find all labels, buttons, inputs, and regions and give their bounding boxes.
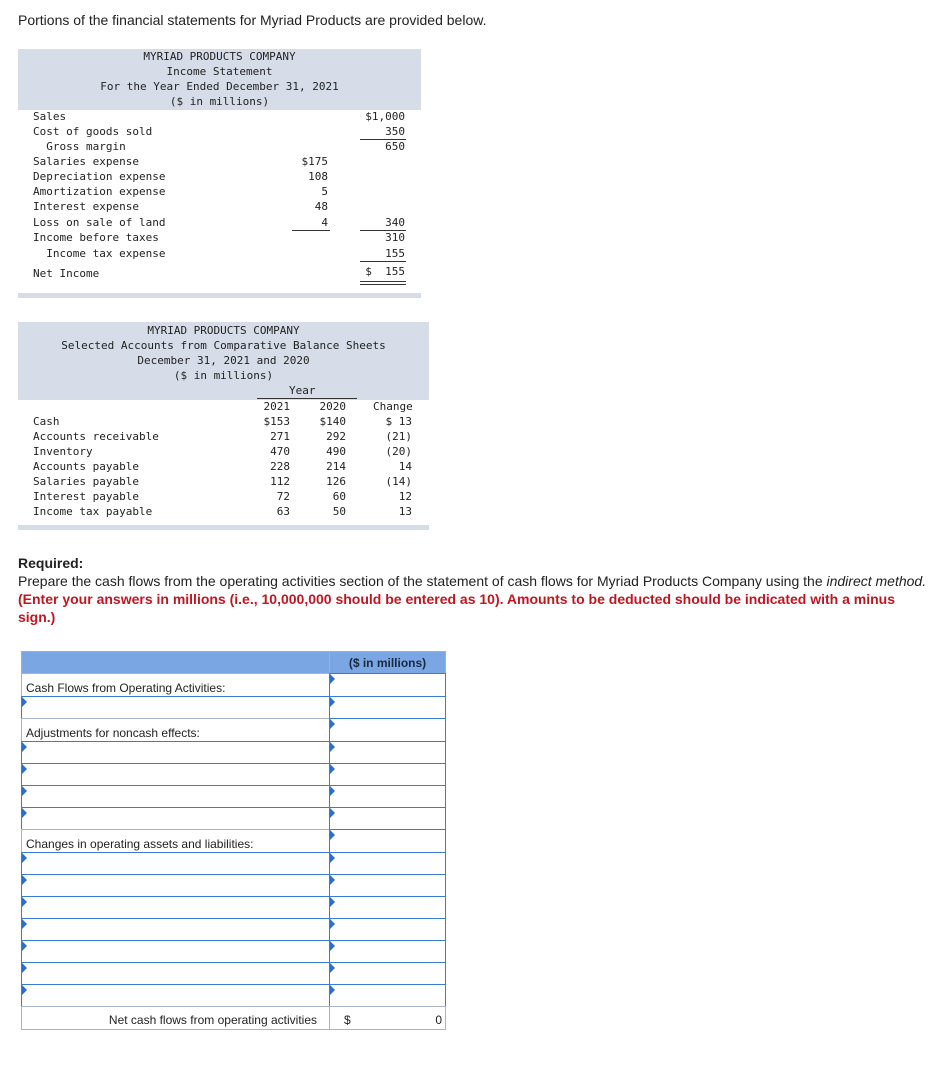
account-select[interactable]	[21, 962, 330, 985]
balance-row-2021: 63	[276, 505, 290, 518]
dropdown-marker-icon	[22, 919, 27, 929]
label-sales: Sales	[33, 110, 67, 123]
value-gross: 650	[385, 140, 405, 153]
balance-row-2021: $153	[263, 415, 290, 428]
value-amortization: 5	[321, 185, 328, 198]
income-statement	[18, 49, 421, 299]
section-changes	[21, 829, 330, 853]
balance-units: ($ in millions)	[173, 369, 274, 382]
account-select[interactable]	[21, 940, 330, 963]
statement-period: For the Year Ended December 31, 2021	[100, 80, 339, 93]
label-loss: Loss on sale of land	[33, 216, 166, 229]
value-loss: 4	[321, 216, 328, 229]
dropdown-marker-icon	[330, 764, 335, 774]
statement-title: Income Statement	[166, 65, 273, 78]
dropdown-marker-icon	[22, 853, 27, 863]
net-cash-label: Net cash flows from operating activities	[108, 1013, 317, 1027]
dropdown-marker-icon	[330, 674, 335, 684]
year-label: Year	[289, 384, 316, 397]
amount-input[interactable]	[329, 852, 446, 875]
balance-row-2020: 50	[332, 505, 346, 518]
dropdown-marker-icon	[330, 963, 335, 973]
balance-row-label: Inventory	[33, 445, 93, 458]
balance-row-2021: 228	[270, 460, 290, 473]
value-cogs: 350	[385, 125, 405, 138]
dropdown-marker-icon	[22, 875, 27, 885]
col-change: Change	[373, 400, 413, 413]
statement-units: ($ in millions)	[169, 95, 270, 108]
value-ibt: 310	[385, 231, 405, 244]
bottom-rule	[18, 293, 421, 298]
balance-row-label: Income tax payable	[33, 505, 153, 518]
balance-row-change: $ 13	[385, 415, 412, 428]
dropdown-marker-icon	[22, 764, 27, 774]
balance-row-label: Interest payable	[33, 490, 139, 503]
balance-row-2020: 490	[326, 445, 346, 458]
balance-row-2021: 72	[276, 490, 290, 503]
dropdown-marker-icon	[22, 941, 27, 951]
balance-row-2021: 470	[270, 445, 290, 458]
intro-text: Portions of the financial statements for Myriad Products are provided below.	[18, 12, 487, 28]
value-sales: $1,000	[365, 110, 405, 123]
dropdown-marker-icon	[330, 786, 335, 796]
account-select[interactable]	[21, 807, 330, 830]
net-cash-total	[329, 1006, 446, 1030]
label-net: Net Income	[33, 267, 100, 280]
amount-input[interactable]	[329, 984, 446, 1007]
balance-row-change: 13	[398, 505, 412, 518]
income-statement-header	[18, 49, 421, 110]
account-select[interactable]	[21, 918, 330, 941]
balance-dates: December 31, 2021 and 2020	[137, 354, 310, 367]
balance-row-2021: 271	[270, 430, 290, 443]
dropdown-marker-icon	[22, 808, 27, 818]
balance-row-change: (21)	[385, 430, 412, 443]
company-name: MYRIAD PRODUCTS COMPANY	[143, 50, 296, 63]
dropdown-marker-icon	[330, 941, 335, 951]
account-select[interactable]	[21, 741, 330, 764]
total-value: 0	[435, 1013, 442, 1027]
label-gross: Gross margin	[33, 140, 126, 153]
label-ibt: Income before taxes	[33, 231, 159, 244]
label-depreciation: Depreciation expense	[33, 170, 166, 183]
account-select[interactable]	[21, 852, 330, 875]
units-label: ($ in millions)	[348, 656, 427, 670]
balance-row-2021: 112	[270, 475, 290, 488]
balance-row-2020: 292	[326, 430, 346, 443]
dropdown-marker-icon	[330, 853, 335, 863]
account-select[interactable]	[21, 984, 330, 1007]
amount-input[interactable]	[329, 940, 446, 963]
dropdown-marker-icon	[330, 742, 335, 752]
value-total-expenses: 340	[385, 216, 405, 229]
amount-input[interactable]	[329, 741, 446, 764]
amount-input[interactable]	[329, 718, 446, 742]
dropdown-marker-icon	[330, 897, 335, 907]
dropdown-marker-icon	[22, 697, 27, 707]
balance-row-2020: 60	[332, 490, 346, 503]
section-noncash	[21, 718, 330, 742]
required-instructions: (Enter your answers in millions (i.e., 10,000,000 should be entered as 10). Amounts to be deducted should be indicated with a minus sign.)	[18, 591, 896, 625]
balance-row-2020: $140	[319, 415, 346, 428]
amount-input[interactable]	[329, 673, 446, 697]
dropdown-marker-icon	[22, 897, 27, 907]
account-select[interactable]	[21, 763, 330, 786]
dropdown-marker-icon	[22, 963, 27, 973]
year-rule	[257, 398, 357, 399]
amount-input[interactable]	[329, 696, 446, 719]
label-amortization: Amortization expense	[33, 185, 166, 198]
value-salaries: $175	[301, 155, 328, 168]
dropdown-marker-icon	[330, 808, 335, 818]
amount-input[interactable]	[329, 874, 446, 897]
balance-row-change: (20)	[385, 445, 412, 458]
balance-row-change: 14	[398, 460, 412, 473]
balance-row-label: Accounts receivable	[33, 430, 159, 443]
section-operating	[21, 673, 330, 697]
section-noncash-label: Adjustments for noncash effects:	[26, 726, 200, 740]
value-depreciation: 108	[308, 170, 328, 183]
balance-sheet-header	[18, 322, 429, 400]
account-select[interactable]	[21, 696, 330, 719]
dropdown-marker-icon	[330, 985, 335, 995]
dropdown-marker-icon	[330, 719, 335, 729]
amount-input[interactable]	[329, 829, 446, 853]
dropdown-marker-icon	[330, 697, 335, 707]
amount-input[interactable]	[329, 807, 446, 830]
balance-row-label: Accounts payable	[33, 460, 139, 473]
total-row-label	[21, 1006, 330, 1030]
dropdown-marker-icon	[330, 875, 335, 885]
amount-input[interactable]	[329, 918, 446, 941]
account-select[interactable]	[21, 785, 330, 808]
required-title: Required:	[18, 555, 84, 571]
value-net: $ 155	[365, 265, 405, 278]
value-tax: 155	[385, 247, 405, 260]
balance-row-label: Salaries payable	[33, 475, 139, 488]
amount-input[interactable]	[329, 896, 446, 919]
account-select[interactable]	[21, 896, 330, 919]
section-operating-label: Cash Flows from Operating Activities:	[26, 681, 226, 695]
col-2021: 2021	[263, 400, 290, 413]
amount-input[interactable]	[329, 763, 446, 786]
amount-input[interactable]	[329, 962, 446, 985]
label-cogs: Cost of goods sold	[33, 125, 153, 138]
double-underline	[360, 281, 406, 285]
underline	[292, 230, 330, 231]
balance-row-2020: 126	[326, 475, 346, 488]
dropdown-marker-icon	[22, 786, 27, 796]
dropdown-marker-icon	[330, 830, 335, 840]
balance-row-change: 12	[398, 490, 412, 503]
balance-sheet	[18, 322, 429, 532]
section-changes-label: Changes in operating assets and liabilities:	[26, 837, 254, 851]
dropdown-marker-icon	[22, 985, 27, 995]
bottom-rule	[18, 525, 429, 530]
required-text	[18, 572, 933, 626]
required-text-method: indirect method.	[826, 573, 927, 589]
label-tax: Income tax expense	[33, 247, 166, 260]
currency-symbol: $	[344, 1013, 351, 1027]
label-interest: Interest expense	[33, 200, 139, 213]
balance-title: Selected Accounts from Comparative Balance Sheets	[61, 339, 386, 352]
value-interest: 48	[314, 200, 328, 213]
col-2020: 2020	[319, 400, 346, 413]
table-header-units	[329, 651, 446, 674]
dropdown-marker-icon	[22, 742, 27, 752]
underline	[360, 261, 406, 262]
dropdown-marker-icon	[330, 919, 335, 929]
amount-input[interactable]	[329, 785, 446, 808]
label-salaries: Salaries expense	[33, 155, 139, 168]
balance-row-change: (14)	[385, 475, 412, 488]
balance-row-label: Cash	[33, 415, 60, 428]
required-text-main: Prepare the cash flows from the operating activities section of the statement of cash flows for Myriad Products Company using the	[18, 573, 827, 589]
company-name: MYRIAD PRODUCTS COMPANY	[147, 324, 300, 337]
balance-row-2020: 214	[326, 460, 346, 473]
table-header-blank	[21, 651, 330, 674]
account-select[interactable]	[21, 874, 330, 897]
